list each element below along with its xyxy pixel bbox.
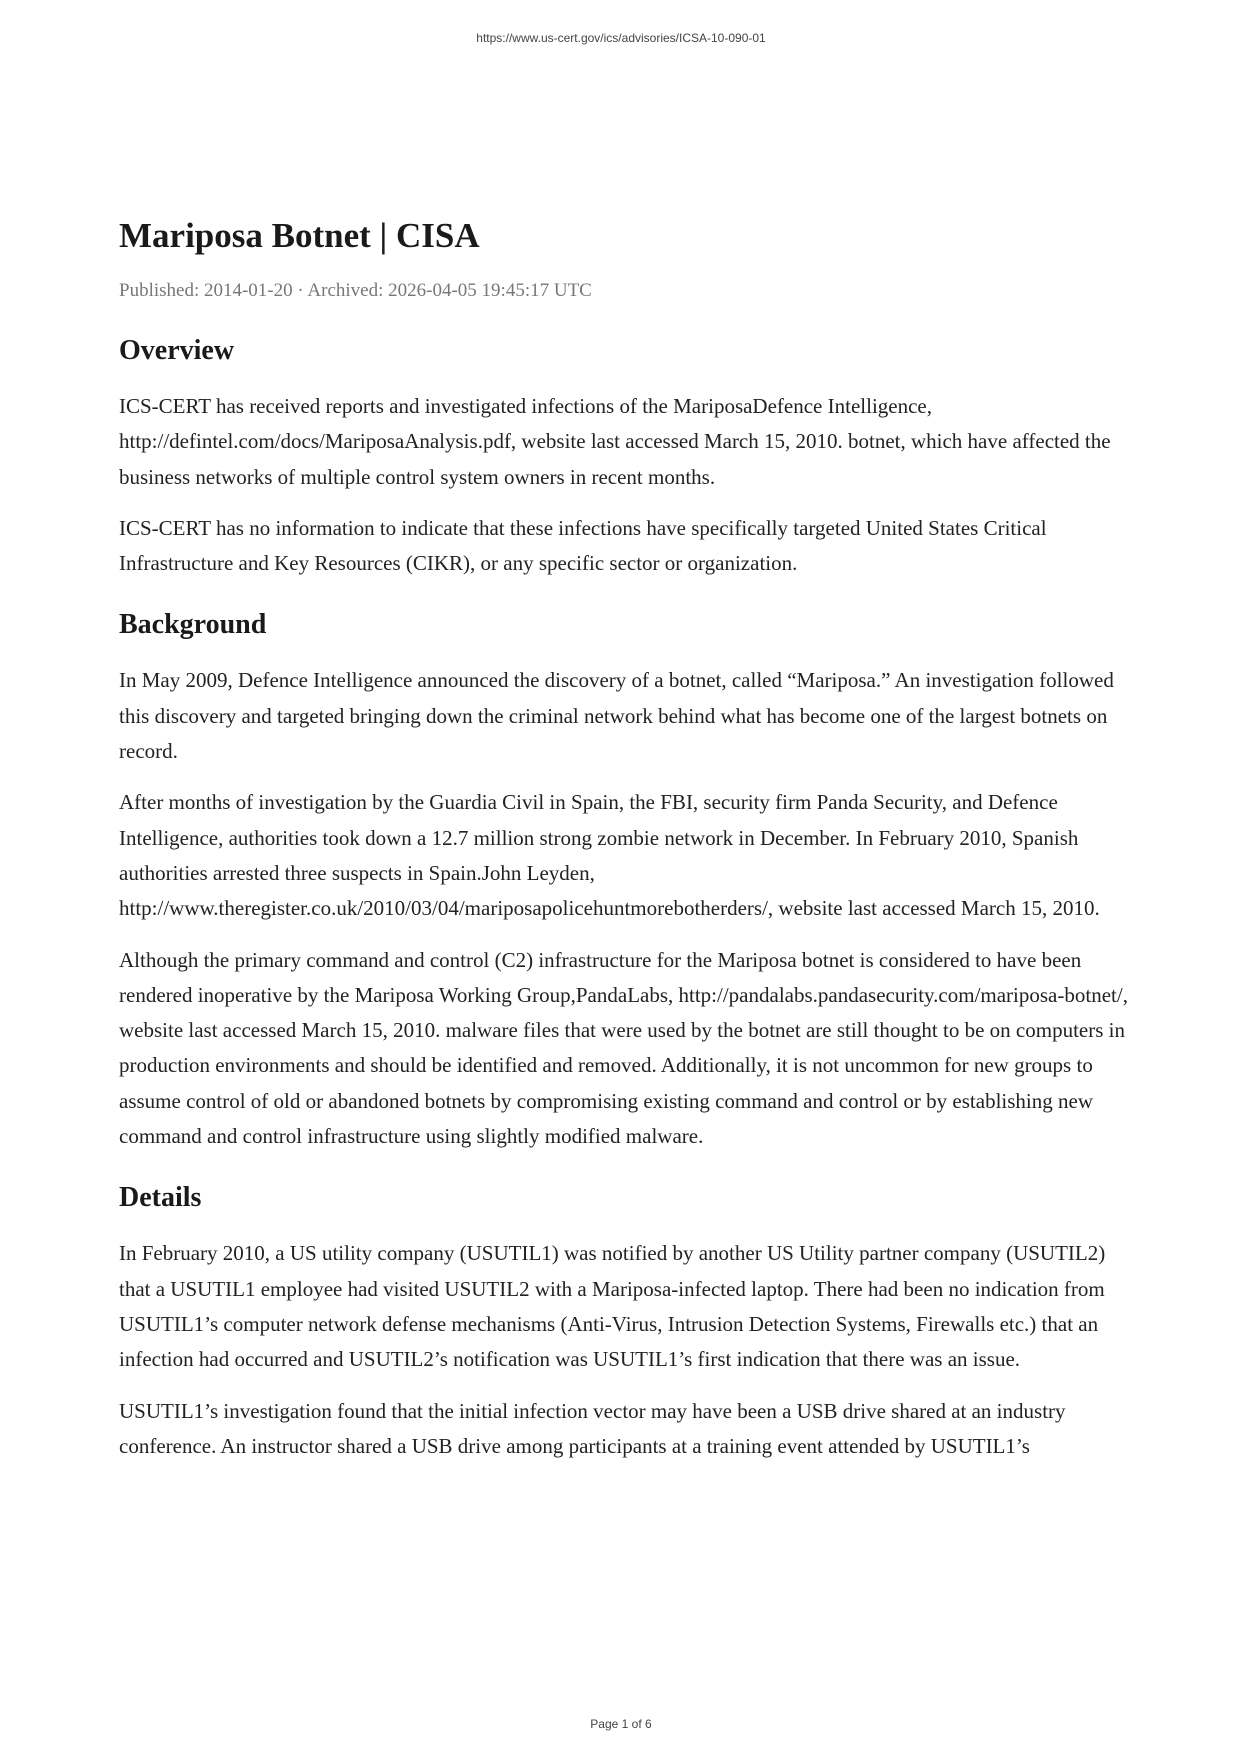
background-paragraph-1: In May 2009, Defence Intelligence announced the discovery of a botnet, called “Mariposa.” An investigation followed this discovery and targeted bringing down the criminal network behind what has become one of the largest botnets on record. xyxy=(119,668,1114,764)
details-paragraph-2: USUTIL1’s investigation found that the initial infection vector may have been a USB drive shared at an industry conference. An instructor shared a USB drive among participants at a training event attended by USUTIL1’s xyxy=(119,1398,1066,1458)
page-number-footer: Page 1 of 6 xyxy=(590,1717,652,1731)
details-paragraph-1: In February 2010, a US utility company (USUTIL1) was notified by another US Utility partner company (USUTIL2) that a USUTIL1 employee had visited USUTIL2 with a Mariposa-infected laptop. There had been no indication from USUTIL1’s computer network defense mechanisms (Anti-Virus, Intrusion Detection Systems, Firewalls etc.) that an infection had occurred and USUTIL2’s notification was USUTIL1’s first indication that there was an issue. xyxy=(119,1241,1106,1372)
document-content xyxy=(119,212,1129,1464)
background-paragraph-2: After months of investigation by the Guardia Civil in Spain, the FBI, security firm Panda Security, and Defence Intelligence, authorities took down a 12.7 million strong zombie network in December. In February 2010, Spanish authorities arrested three suspects in Spain.John Leyden, http://www.theregister.co.uk/2010/03/04/mariposapolicehuntmorebotherders/, website last accessed March 15, 2010. xyxy=(119,790,1100,921)
overview-paragraph-2: ICS-CERT has no information to indicate that these infections have specifically targeted United States Critical Infrastructure and Key Resources (CIKR), or any specific sector or organization. xyxy=(119,515,1047,576)
publish-meta: Published: 2014-01-20 · Archived: 2026-04-05 19:45:17 UTC xyxy=(119,280,592,301)
page-url-header: https://www.us-cert.gov/ics/advisories/ICSA-10-090-01 xyxy=(476,31,766,45)
details-heading: Details xyxy=(119,1182,202,1214)
background-heading: Background xyxy=(119,609,267,641)
background-paragraph-3: Although the primary command and control (C2) infrastructure for the Mariposa botnet is considered to have been rendered inoperative by the Mariposa Working Group,PandaLabs, http://pandalabs.pandasecurity.com/mariposa-botnet/, website last accessed March 15, 2010. malware files that were used by the botnet are still thought to be on computers in production environments and should be identified and removed. Additionally, it is not uncommon for new groups to assume control of old or abandoned botnets by compromising existing command and control or by establishing new command and control infrastructure using slightly modified malware. xyxy=(119,947,1128,1149)
page-title: Mariposa Botnet | CISA xyxy=(119,216,480,255)
overview-heading: Overview xyxy=(119,335,235,366)
overview-paragraph-1: ICS-CERT has received reports and investigated infections of the MariposaDefence Intelligence, http://defintel.com/docs/MariposaAnalysis.pdf, website last accessed March 15, 2010. botnet, which have affected the business networks of multiple control system owners in recent months. xyxy=(119,394,1111,489)
